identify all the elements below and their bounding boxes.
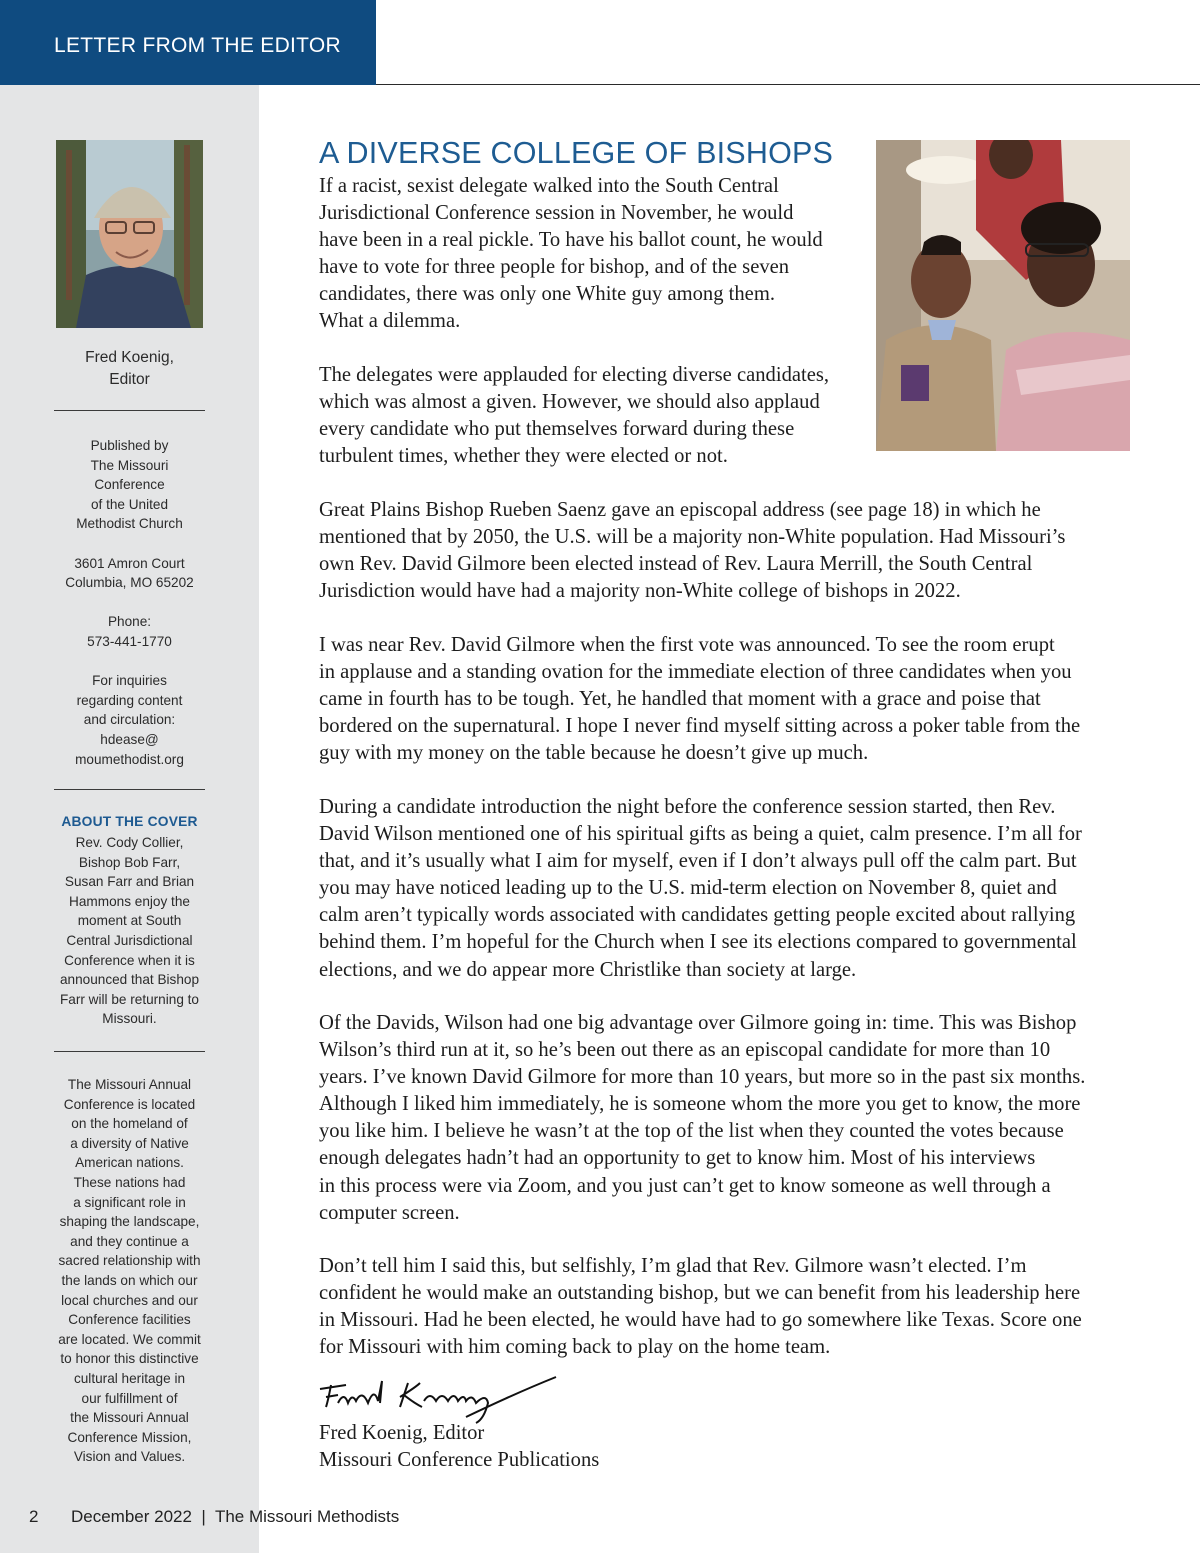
cover-description: Rev. Cody Collier, Bishop Bob Farr, Susan Farr and Brian Hammons enjoy the moment at South Central Jurisdictional Conference when it is announced that Bishop Farr will be returning to Missouri. — [59, 835, 200, 1027]
editor-portrait — [56, 140, 203, 328]
article-paragraph: Of the Davids, Wilson had one big advantage over Gilmore going in: time. This was Bishop Wilson’s third run at it, so he’s been out there as an episcopal candidate for more than 10 years. I’ve known David Gilmore for more than 10 years, but more so in the past six months. Although I liked him immediately, he is someone whom the more you get to know, the more you like him. I believe he wasn’t at the top of the list when they counted the votes because enough delegates hadn’t had an opportunity to get to know him. Most of his interviews in this process were via Zoom, and you just can’t get to know someone as well through a computer screen. — [319, 1012, 1086, 1224]
signature-organization: Missouri Conference Publications — [319, 1449, 600, 1471]
publisher-info — [0, 436, 259, 769]
article-paragraph: I was near Rev. David Gilmore when the first vote was announced. To see the room erupt in applause and a standing ovation for the immediate election of three candidates when you came in fourth has to be tough. Yet, he handled that moment with a grace and poise that bordered on the supernatural. I hope I never find myself sitting across a poker table from the guy with my money on the table because he doesn’t give up much. — [319, 634, 1081, 765]
cover-heading: ABOUT THE COVER — [61, 814, 198, 829]
article-paragraph: The delegates were applauded for electing diverse candidates, which was almost a given. However, we should also applaud every candidate who put themselves forward during these turbulent times, whether they were elected or not. — [319, 364, 830, 468]
editor-name — [0, 347, 259, 391]
conference-photo — [876, 140, 1130, 451]
inquiries-info: For inquiries regarding content and circulation: hdease@ moumethodist.org — [75, 673, 184, 767]
article-paragraph: Great Plains Bishop Rueben Saenz gave an episcopal address (see page 18) in which he mentioned that by 2050, the U.S. will be a majority non-White population. Had Missouri’s own Rev. David Gilmore been elected instead of Rev. Laura Merrill, the South Central Jurisdiction would have had a majority non-White college of bishops in 2022. — [319, 499, 1066, 603]
header-rule — [376, 84, 1200, 85]
signature-name: Fred Koenig, Editor — [319, 1422, 485, 1444]
sidebar-divider — [54, 789, 205, 790]
article-paragraph: During a candidate introduction the night before the conference session started, then Rev. David Wilson mentioned one of his spiritual gifts as being a quiet, calm presence. I’m all for that, and it’s usually what I aim for myself, even if I don’t always pull off the calm part. But you may have noticed leading up to the U.S. mid-term election on November 8, quiet and calm aren’t typically words associated with candidates getting people excited about rallying behind them. I’m hopeful for the Church when I see its elections compared to governmental elections, and we do appear more Christlike than society at large. — [319, 796, 1082, 981]
editor-name-line: Fred Koenig, — [85, 349, 174, 366]
phone-label: Phone: — [107, 614, 152, 630]
article-paragraph: Don’t tell him I said this, but selfishly, I’m glad that Rev. Gilmore wasn’t elected. I’m confident he would make an outstanding bishop, but we can benefit from his leadership here in Missouri. Had he been elected, he would have had to go somewhere like Texas. Score one for Missouri with him coming back to play on the home team. — [319, 1255, 1082, 1359]
sidebar-divider — [54, 410, 205, 411]
page-number: 2 — [29, 1507, 39, 1526]
section-label: LETTER FROM THE EDITOR — [54, 34, 342, 57]
phone-number: 573-441-1770 — [87, 633, 172, 649]
published-by: Published by The Missouri Conference of the United Methodist Church — [76, 438, 183, 532]
issue-info: December 2022 | The Missouri Methodists — [71, 1507, 400, 1526]
header-bar — [0, 0, 376, 85]
sidebar-divider — [54, 1051, 205, 1052]
address: 3601 Amron Court Columbia, MO 65202 — [65, 555, 194, 591]
article-title: A DIVERSE COLLEGE OF BISHOPS — [319, 136, 834, 170]
land-acknowledgement: The Missouri Annual Conference is located on the homeland of a diversity of Native American nations. These nations had a significant role in shaping the landscape, and they continue a sacred relationship with the lands on which our local churches and our Conference facilities are located. We commit to honor this distinctive cultural heritage in our fulfillment of the Missouri Annual Conference Mission, Vision and Values. — [58, 1077, 201, 1465]
article-paragraph: If a racist, sexist delegate walked into the South Central Jurisdictional Conference session in November, he would have been in a real pickle. To have his ballot count, he would have to vote for three people for bishop, and of the seven candidates, there was only one White guy among them. What a dilemma. — [319, 175, 823, 333]
editor-title-line: Editor — [109, 371, 150, 388]
